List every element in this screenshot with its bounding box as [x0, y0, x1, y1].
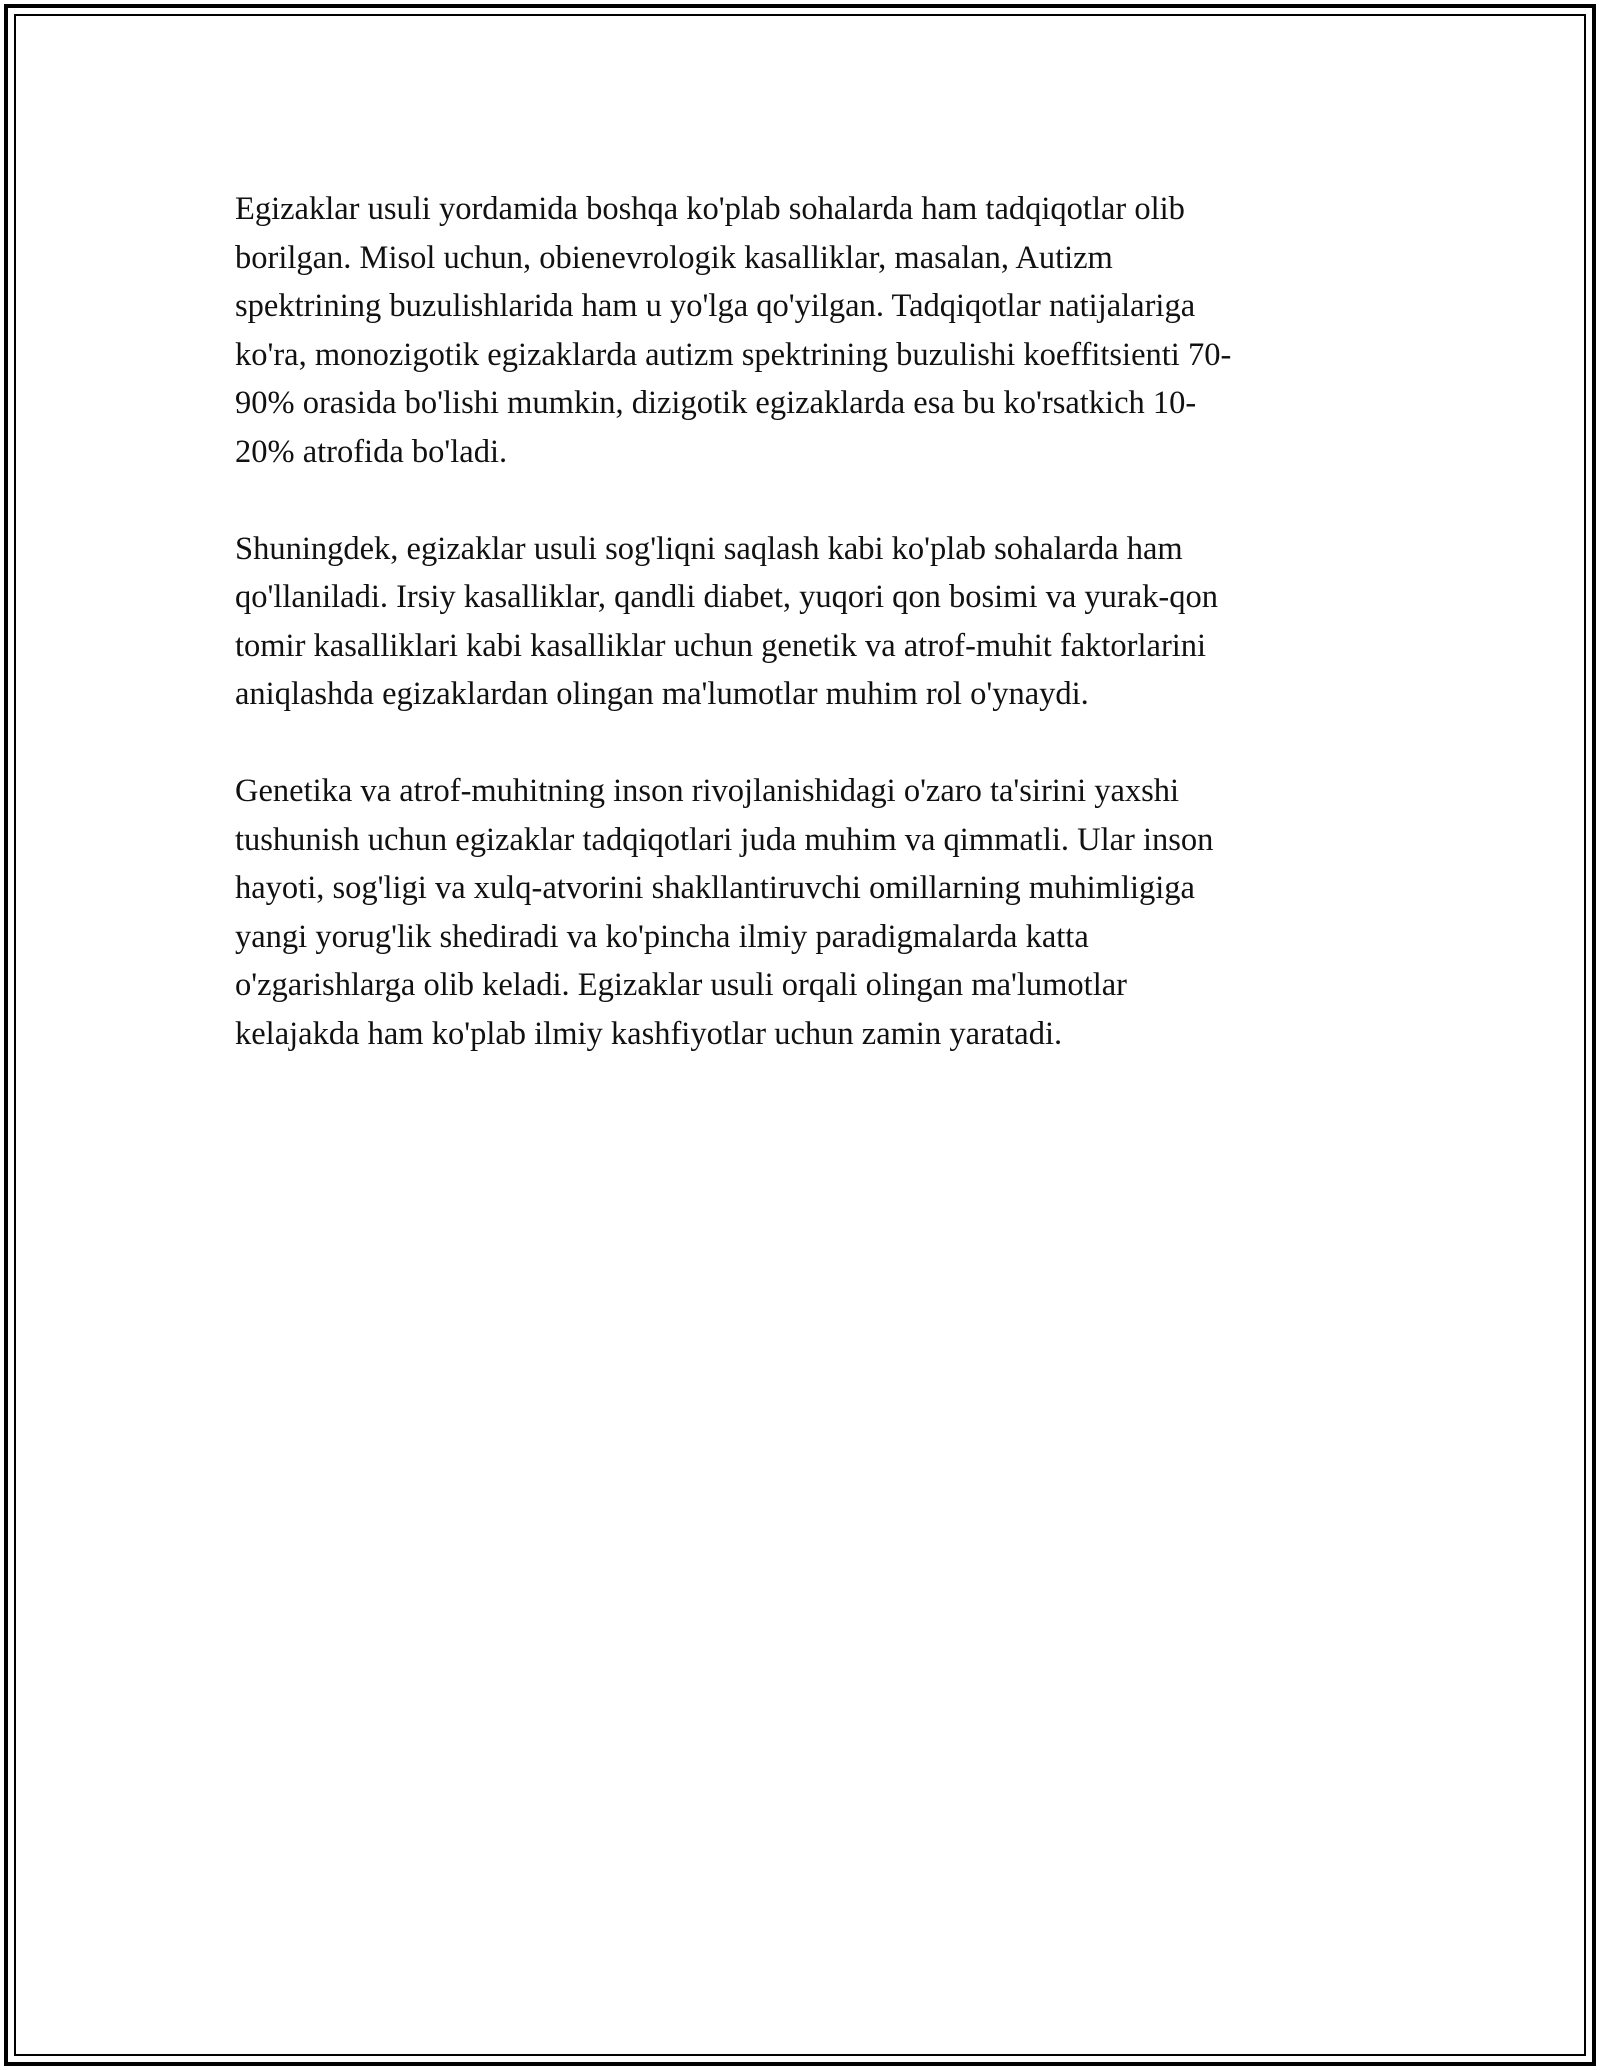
paragraph-line: 90% orasida bo'lishi mumkin, dizigotik egizaklarda esa bu ko'rsatkich 10-: [235, 385, 1197, 421]
paragraph-line: Egizaklar usuli yordamida boshqa ko'plab sohalarda ham tadqiqotlar olib: [235, 191, 1185, 227]
paragraph-3: [235, 767, 1375, 1058]
paragraph-line: o'zgarishlarga olib keladi. Egizaklar usuli orqali olingan ma'lumotlar: [235, 967, 1127, 1003]
paragraph-line: tushunish uchun egizaklar tadqiqotlari juda muhim va qimmatli. Ular inson: [235, 821, 1214, 858]
paragraph-line: kelajakda ham ko'plab ilmiy kashfiyotlar uchun zamin yaratadi.: [235, 1015, 1063, 1052]
paragraph-line: spektrining buzulishlarida ham u yo'lga qo'yilgan. Tadqiqotlar natijalariga: [235, 288, 1196, 324]
paragraph-line: ko'ra, monozigotik egizaklarda autizm spektrining buzulishi koeffitsienti 70-: [235, 336, 1232, 373]
paragraph-line: 20% atrofida bo'ladi.: [235, 433, 508, 470]
paragraph-line: borilgan. Misol uchun, obienevrologik kasalliklar, masalan, Autizm: [235, 239, 1113, 276]
paragraph-line: yangi yorug'lik shediradi va ko'pincha ilmiy paradigmalarda katta: [235, 918, 1089, 955]
paragraph-line: Shuningdek, egizaklar usuli sog'liqni saqlash kabi ko'plab sohalarda ham: [235, 530, 1183, 567]
paragraph-line: tomir kasalliklari kabi kasalliklar uchun genetik va atrof-muhit faktorlarini: [235, 627, 1207, 664]
paragraph-line: Genetika va atrof-muhitning inson rivojlanishidagi o'zaro ta'sirini yaxshi: [235, 773, 1180, 809]
paragraph-2: [235, 525, 1375, 719]
paragraph-1: [235, 185, 1375, 476]
document-body: [235, 185, 1375, 1107]
paragraph-line: qo'llaniladi. Irsiy kasalliklar, qandli diabet, yuqori qon bosimi va yurak-qon: [235, 579, 1218, 615]
paragraph-line: aniqlashda egizaklardan olingan ma'lumotlar muhim rol o'ynaydi.: [235, 676, 1089, 712]
paragraph-line: hayoti, sog'ligi va xulq-atvorini shakllantiruvchi omillarning muhimligiga: [235, 870, 1195, 906]
